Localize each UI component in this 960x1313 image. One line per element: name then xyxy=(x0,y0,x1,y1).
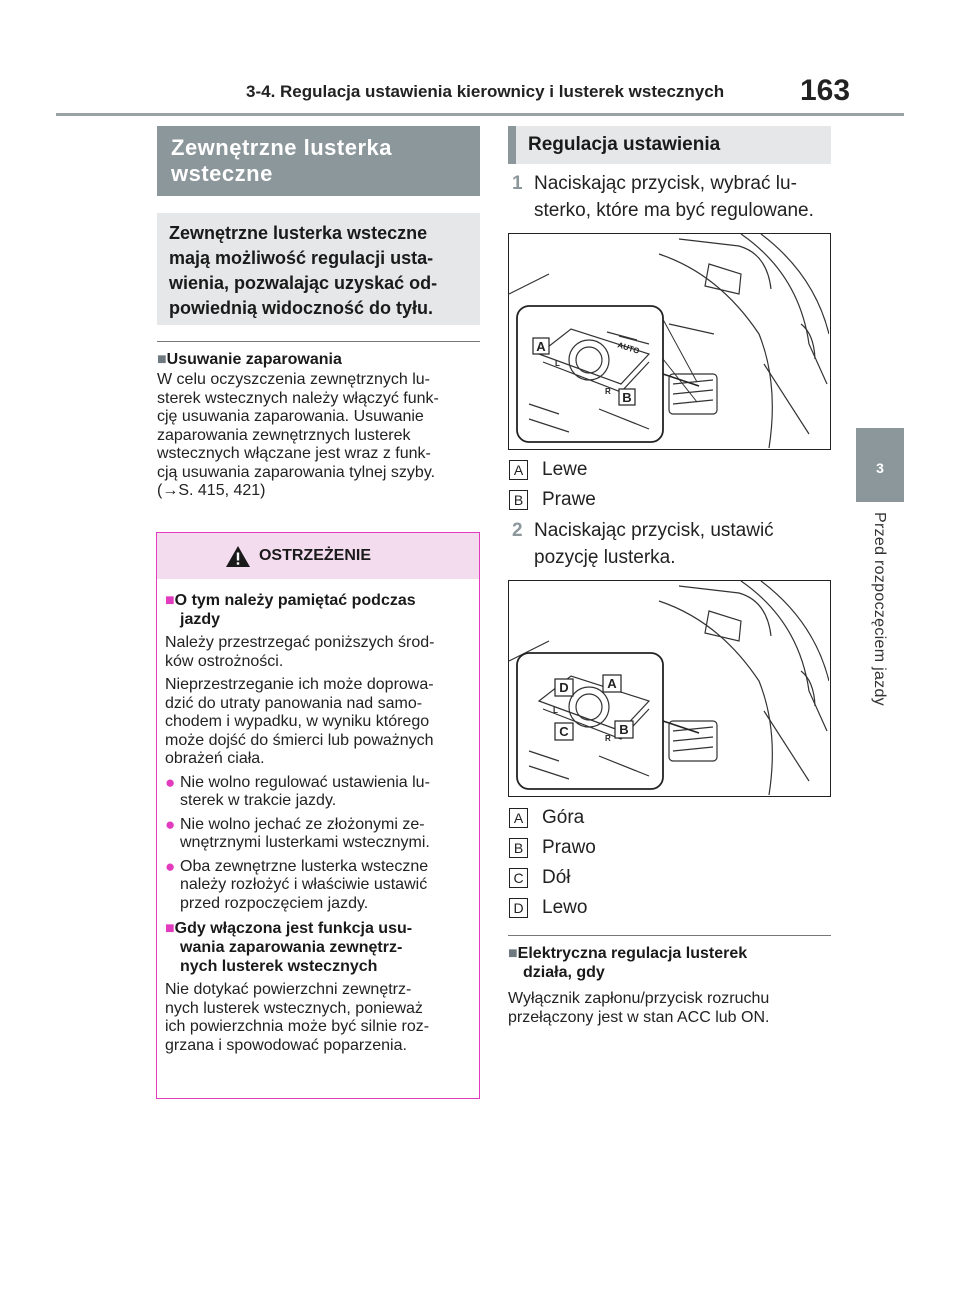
warning-heading-driving: ■O tym należy pamiętać podczas jazdy xyxy=(165,592,416,628)
left-switch-label: L xyxy=(555,359,560,368)
legend-item xyxy=(509,459,587,481)
legend-label: Lewe xyxy=(542,459,588,480)
intro-line: powiednią widoczność do tyłu. xyxy=(169,298,434,318)
svg-text:A: A xyxy=(607,676,617,691)
legend-item xyxy=(509,837,596,859)
right-divider xyxy=(508,935,831,936)
bullet-dot-icon: ● xyxy=(165,856,176,876)
warning-paragraph: Nieprzestrzeganie ich może doprowa- dzić do utraty panowania nad samo- chodem i wypadku, w wyniku którego może dojść do śmierci lub poważnych obrażeń ciała. xyxy=(165,676,434,767)
figure-mirror-adjust xyxy=(508,580,831,797)
warning-paragraph: Należy przestrzegać poniższych środ- ków ostrożności. xyxy=(165,634,435,670)
step-number: 1 xyxy=(512,173,523,194)
svg-text:D: D xyxy=(559,680,569,695)
legend-label: Prawe xyxy=(542,489,596,510)
adjustment-title: Regulacja ustawienia xyxy=(508,126,831,164)
legend-label: Góra xyxy=(542,807,585,828)
legend-key: D xyxy=(509,898,528,918)
square-bullet-icon: ■ xyxy=(165,920,175,937)
callout-c xyxy=(555,723,573,740)
callout-b xyxy=(615,721,633,738)
intro-line: wienia, pozwalając uzyskać od- xyxy=(169,273,438,293)
legend-key: A xyxy=(509,808,528,828)
intro-line: Zewnętrzne lusterka wsteczne xyxy=(169,223,428,243)
warning-bullet: ● Nie wolno regulować ustawienia lu- sterek w trakcie jazdy. xyxy=(165,772,430,809)
auto-label: AUTO xyxy=(616,340,641,356)
mirror-switch-illustration xyxy=(509,234,829,448)
figure-mirror-select xyxy=(508,233,831,450)
left-divider xyxy=(157,341,480,342)
page-header-title: 3-4. Regulacja ustawienia kierownicy i lusterek wstecznych xyxy=(246,82,725,101)
defrost-section xyxy=(157,350,479,501)
warning-bullet: ● Oba zewnętrzne lusterka wsteczne należy rozłożyć i właściwie ustawić przed rozpoczęciem jazdy. xyxy=(165,856,429,912)
warning-title: OSTRZEŻENIE xyxy=(258,547,371,564)
bullet-dot-icon: ● xyxy=(165,814,176,834)
legend-item xyxy=(509,867,571,889)
warning-triangle-icon xyxy=(225,545,251,568)
callout-a xyxy=(603,675,621,692)
mirror-switch-illustration xyxy=(509,581,829,795)
square-bullet-icon: ■ xyxy=(157,351,167,368)
section-title-line: wsteczne xyxy=(171,161,273,186)
defrost-text: W celu oczyszczenia zewnętrznych lu- sterek wstecznych należy włączyć funk- cję usuwania zaparowania. Usuwanie zaparowania zewnętrznych lusterek wstecznych włączane jest wraz z funk- cją usuwania zaparowania tylnej szyby. (→S. 415, 421) xyxy=(157,371,439,499)
right-switch-label: R xyxy=(605,734,611,743)
callout-d xyxy=(555,679,573,696)
electric-heading: ■Elektryczna regulacja lusterek działa, gdy xyxy=(508,945,748,981)
step-1: 1 Naciskając przycisk, wybrać lu- sterko, które ma być regulowane. xyxy=(508,170,834,224)
bullet-dot-icon: ● xyxy=(165,772,176,792)
warning-content xyxy=(157,579,479,1055)
legend-label: Prawo xyxy=(542,837,596,858)
callout-a xyxy=(533,338,549,354)
warning-bullet: ● Nie wolno jechać ze złożonymi ze- wnętrznymi lusterkami wstecznymi. xyxy=(165,814,430,851)
intro-box xyxy=(157,213,480,325)
chapter-tab: 3 xyxy=(856,428,904,502)
step-number: 2 xyxy=(512,520,523,541)
warning-heading-defrost: ■Gdy włączona jest funkcja usu- wania zaparowania zewnętrz- nych lusterek wstecznych xyxy=(165,920,413,975)
right-switch-label: R xyxy=(605,387,611,396)
callout-b xyxy=(619,389,635,405)
electric-section xyxy=(508,944,831,1027)
svg-text:B: B xyxy=(619,722,629,737)
svg-text:A: A xyxy=(536,339,546,354)
legend-label: Lewo xyxy=(542,897,588,918)
header-divider xyxy=(56,113,904,116)
legend-key: B xyxy=(509,490,528,510)
section-title xyxy=(157,126,480,196)
page-number: 163 xyxy=(800,74,851,107)
legend-item xyxy=(509,897,587,919)
warning-paragraph: Nie dotykać powierzchni zewnętrz- nych lusterek wstecznych, ponieważ ich powierzchnia może być silnie roz- grzana i spowodować poparzenia. xyxy=(165,981,430,1054)
section-title-line: Zewnętrzne lusterka xyxy=(171,135,393,160)
svg-text:B: B xyxy=(622,390,632,405)
square-bullet-icon: ■ xyxy=(165,592,175,609)
legend-key: C xyxy=(509,868,528,888)
step-2: 2 Naciskając przycisk, ustawić pozycję lusterka. xyxy=(508,517,834,571)
intro-line: mają możliwość regulacji usta- xyxy=(169,248,434,268)
legend-item xyxy=(509,489,596,511)
legend-key: A xyxy=(509,460,528,480)
electric-text: Wyłącznik zapłonu/przycisk rozruchu przełączony jest w stan ACC lub ON. xyxy=(508,990,770,1026)
svg-text:C: C xyxy=(559,724,569,739)
defrost-heading: ■Usuwanie zaparowania xyxy=(157,351,342,368)
left-switch-label: L xyxy=(553,706,558,715)
warning-header xyxy=(157,533,479,579)
warning-box xyxy=(156,532,480,1099)
chapter-label: Przed rozpoczęciem jazdy xyxy=(871,512,888,706)
legend-label: Dół xyxy=(542,867,571,888)
legend-key: B xyxy=(509,838,528,858)
square-bullet-icon: ■ xyxy=(508,945,518,962)
legend-item xyxy=(509,807,584,829)
